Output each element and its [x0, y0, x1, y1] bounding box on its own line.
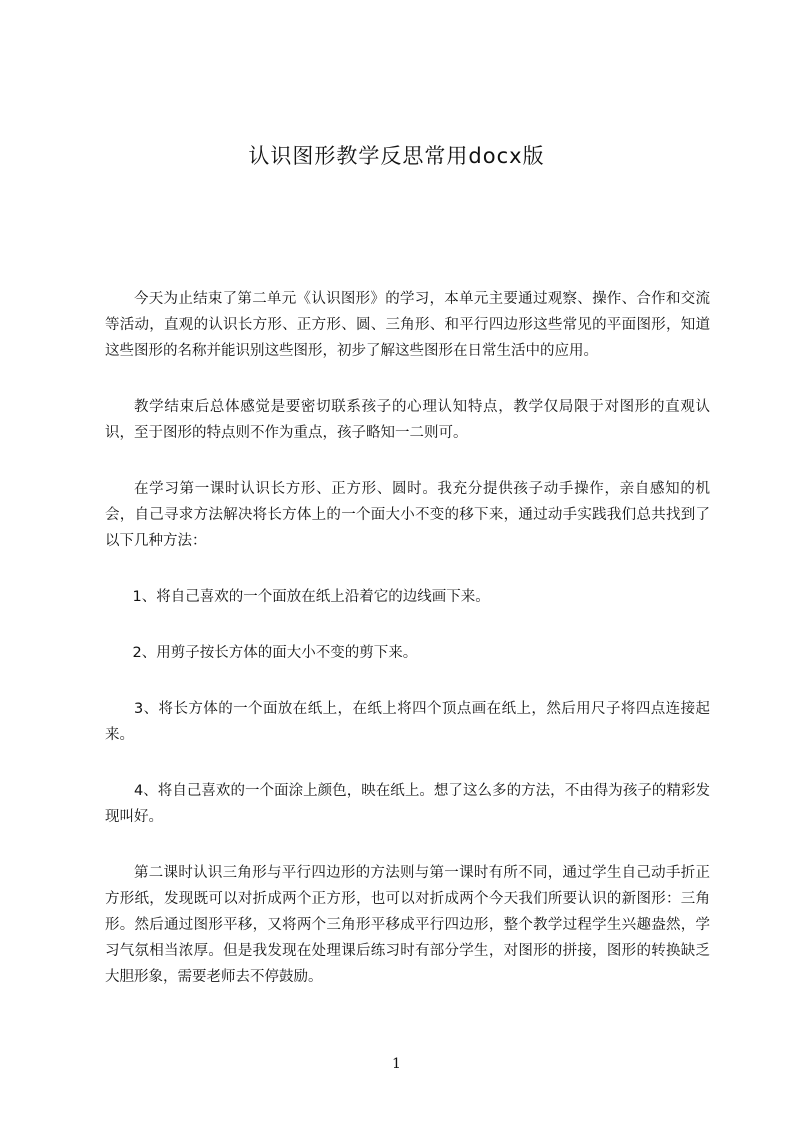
- list-item-method-3: 3、将长方体的一个面放在纸上，在纸上将四个顶点画在纸上，然后用尺子将四点连接起来。: [105, 701, 710, 743]
- paragraph-summary: 教学结束后总体感觉是要密切联系孩子的心理认知特点，教学仅局限于对图形的直观认识，至于图形的特点则不作为重点，孩子略知一二则可。: [105, 399, 710, 441]
- list-item-method-1: 1、将自己喜欢的一个面放在纸上沿着它的边线画下来。: [132, 589, 490, 605]
- paragraph-second-lesson: 第二课时认识三角形与平行四边形的方法则与第一课时有所不同，通过学生自己动手折正方形纸，发现既可以对折成两个正方形，也可以对折成两个今天我们所要认识的新图形：三角形。然后通过图形平移，又将两个三角形平移成平行四边形，整个教学过程学生兴趣盎然，学习气氛相当浓厚。但是我发现在处理课后练习时有部分学生，对图形的拼接，图形的转换缺乏大胆形象，需要老师去不停鼓励。: [105, 865, 710, 985]
- paragraph-intro: 今天为止结束了第二单元《认识图形》的学习，本单元主要通过观察、操作、合作和交流等活动，直观的认识长方形、正方形、圆、三角形、和平行四边形这些常见的平面图形，知道这些图形的名称并能识别这些图形，初步了解这些图形在日常生活中的应用。: [105, 291, 710, 359]
- document-body: [105, 286, 710, 1020]
- list-item-method-2: 2、用剪子按长方体的面大小不变的剪下来。: [132, 645, 418, 661]
- list-item-method-4: 4、将自己喜欢的一个面涂上颜色，映在纸上。想了这么多的方法，不由得为孩子的精彩发现叫好。: [105, 783, 710, 825]
- page-number: 1: [392, 1056, 401, 1072]
- paragraph-first-lesson: 在学习第一课时认识长方形、正方形、圆时。我充分提供孩子动手操作，亲自感知的机会，自己寻求方法解决将长方体上的一个面大小不变的移下来，通过动手实践我们总共找到了以下几种方法：: [105, 481, 710, 549]
- document-title: 认识图形教学反思常用docx版: [248, 144, 545, 168]
